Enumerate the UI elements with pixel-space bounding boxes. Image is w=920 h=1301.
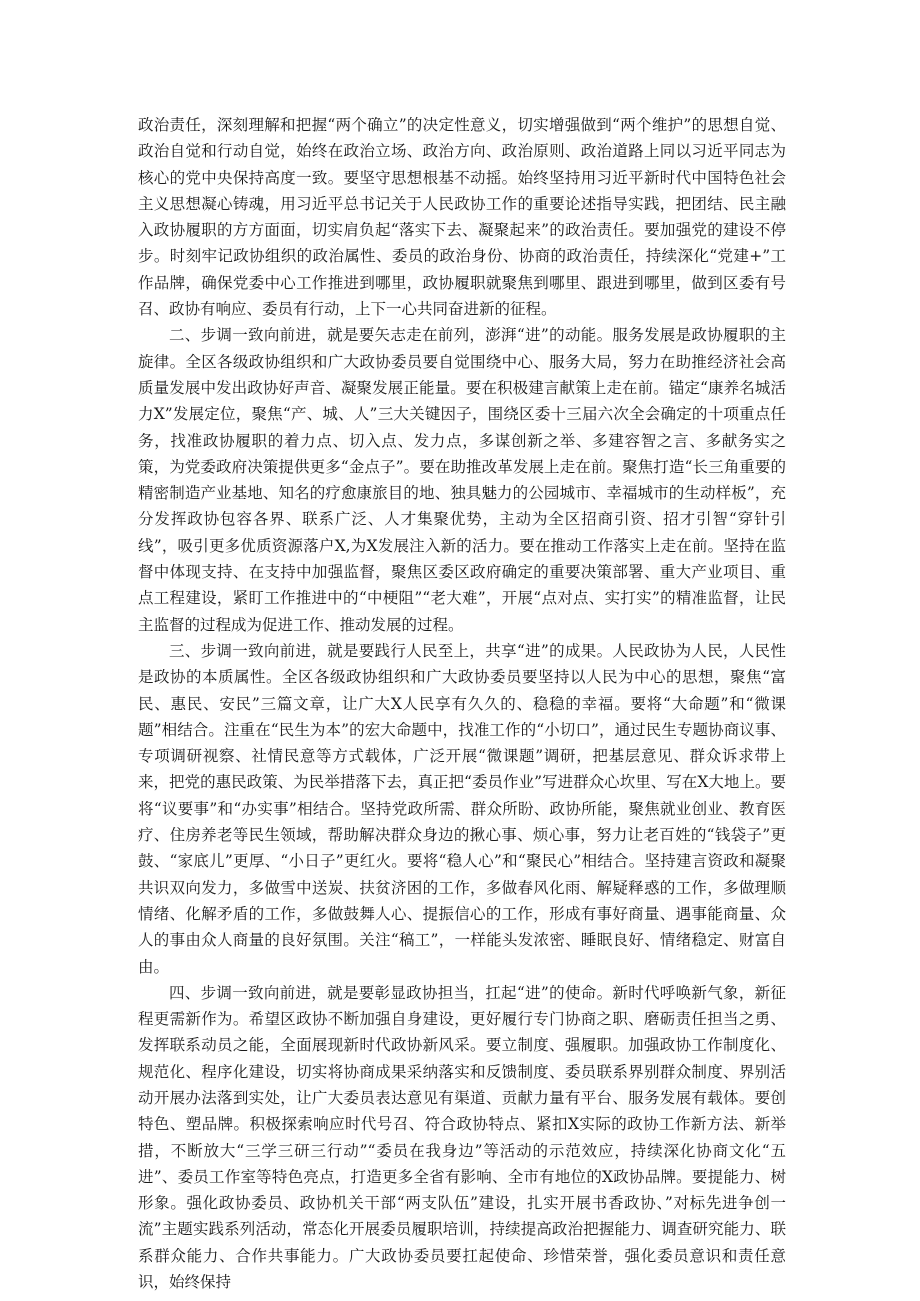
document-body	[138, 112, 786, 1295]
paragraph-section-four: 四、步调一致向前进，就是要彰显政协担当，扛起“进”的使命。新时代呼唤新气象，新征程更需新作为。希望区政协不断加强自身建设，更好履行专门协商之职、磨砺责任担当之勇、发挥联系动员之能，全面展现新时代政协新风采。要立制度、强履职。加强政协工作制度化、规范化、程序化建设，切实将协商成果采纳落实和反馈制度、委员联系界别群众制度、界别活动开展办法落到实处，让广大委员表达意见有渠道、贡献力量有平台、服务发展有载体。要创特色、塑品牌。积极探索响应时代号召、符合政协特点、紧扣X实际的政协工作新方法、新举措，不断放大“三学三研三行动”“委员在我身边”等活动的示范效应，持续深化协商文化“五进”、委员工作室等特色亮点，打造更多全省有影响、全市有地位的X政协品牌。要提能力、树形象。强化政协委员、政协机关干部“两支队伍”建设，扎实开展书香政协、”对标先进争创一流”主题实践系列活动，常态化开展委员履职培训，持续提高政治把握能力、调查研究能力、联系群众能力、合作共事能力。广大政协委员要扛起使命、珍惜荣誉，强化委员意识和责任意识，始终保持	[138, 983, 786, 1292]
paragraph-section-three: 三、步调一致向前进，就是要践行人民至上，共享“进”的成果。人民政协为人民，人民性是政协的本质属性。全区各级政协组织和广大政协委员要坚持以人民为中心的思想，聚焦“富民、惠民、安民”三篇文章，让广大X人民享有久久的、稳稳的幸福。要将“大命题”和“微课题”相结合。注重在“民生为本”的宏大命题中，找准工作的“小切口”，通过民生专题协商议事、专项调研视察、社情民意等方式载体，广泛开展“微课题”调研，把基层意见、群众诉求带上来，把党的惠民政策、为民举措落下去，真正把“委员作业”写进群众心坎里、写在X大地上。要将“议要事”和“办实事”相结合。坚持党政所需、群众所盼、政协所能，聚焦就业创业、教育医疗、住房养老等民生领域，帮助解决群众身边的揪心事、烦心事，努力让老百姓的“钱袋子”更鼓、“家底儿”更厚、“小日子”更红火。要将“稳人心”和“聚民心”相结合。坚持建言资政和凝聚共识双向发力，多做雪中送炭、扶贫济困的工作，多做春风化雨、解疑释惑的工作，多做理顺情绪、化解矛盾的工作，多做鼓舞人心、提振信心的工作，形成有事好商量、遇事能商量、众人的事由众人商量的良好氛围。关注“稿工”，一样能头发浓密、睡眠良好、情绪稳定、财富自由。	[138, 641, 786, 976]
paragraph-continuation: 政治责任，深刻理解和把握“两个确立”的决定性意义，切实增强做到“两个维护”的思想自觉、政治自觉和行动自觉，始终在政治立场、政治方向、政治原则、政治道路上同以习近平同志为核心的党中央保持高度一致。要坚守思想根基不动摇。始终坚持用习近平新时代中国特色社会主义思想凝心铸魂，用习近平总书记关于人民政协工作的重要论述指导实践，把团结、民主融入政协履职的方方面面，切实肩负起“落实下去、凝聚起来”的政治责任。要加强党的建设不停步。时刻牢记政协组织的政治属性、委员的政治身份、协商的政治责任，持续深化“党建+”工作品牌，确保党委中心工作推进到哪里，政协履职就聚焦到哪里、跟进到哪里，做到区委有号召、政协有响应、委员有行动，上下一心共同奋进新的征程。	[138, 116, 786, 319]
paragraph-section-two: 二、步调一致向前进，就是要矢志走在前列，澎湃“进”的动能。服务发展是政协履职的主旋律。全区各级政协组织和广大政协委员要自觉围绕中心、服务大局，努力在助推经济社会高质量发展中发出政协好声音、凝聚发展正能量。要在积极建言献策上走在前。锚定“康养名城活力X”发展定位，聚焦“产、城、人”三大关键因子，围绕区委十三届六次全会确定的十项重点任务，找准政协履职的着力点、切入点、发力点，多谋创新之举、多建容智之言、多献务实之策，为党委政府决策提供更多“金点子”。要在助推改革发展上走在前。聚焦打造“长三角重要的精密制造产业基地、知名的疗愈康旅目的地、独具魅力的公园城市、幸福城市的生动样板”，充分发挥政协包容各界、联系广泛、人才集聚优势，主动为全区招商引资、招才引智“穿针引线”，吸引更多优质资源落户X,为X发展注入新的活力。要在推动工作落实上走在前。坚持在监督中体现支持、在支持中加强监督，聚焦区委区政府确定的重要决策部署、重大产业项目、重点工程建设，紧盯工作推进中的“中梗阻”“老大难”，开展“点对点、实打实”的精准监督，让民主监督的过程成为促进工作、推动发展的过程。	[138, 326, 786, 634]
